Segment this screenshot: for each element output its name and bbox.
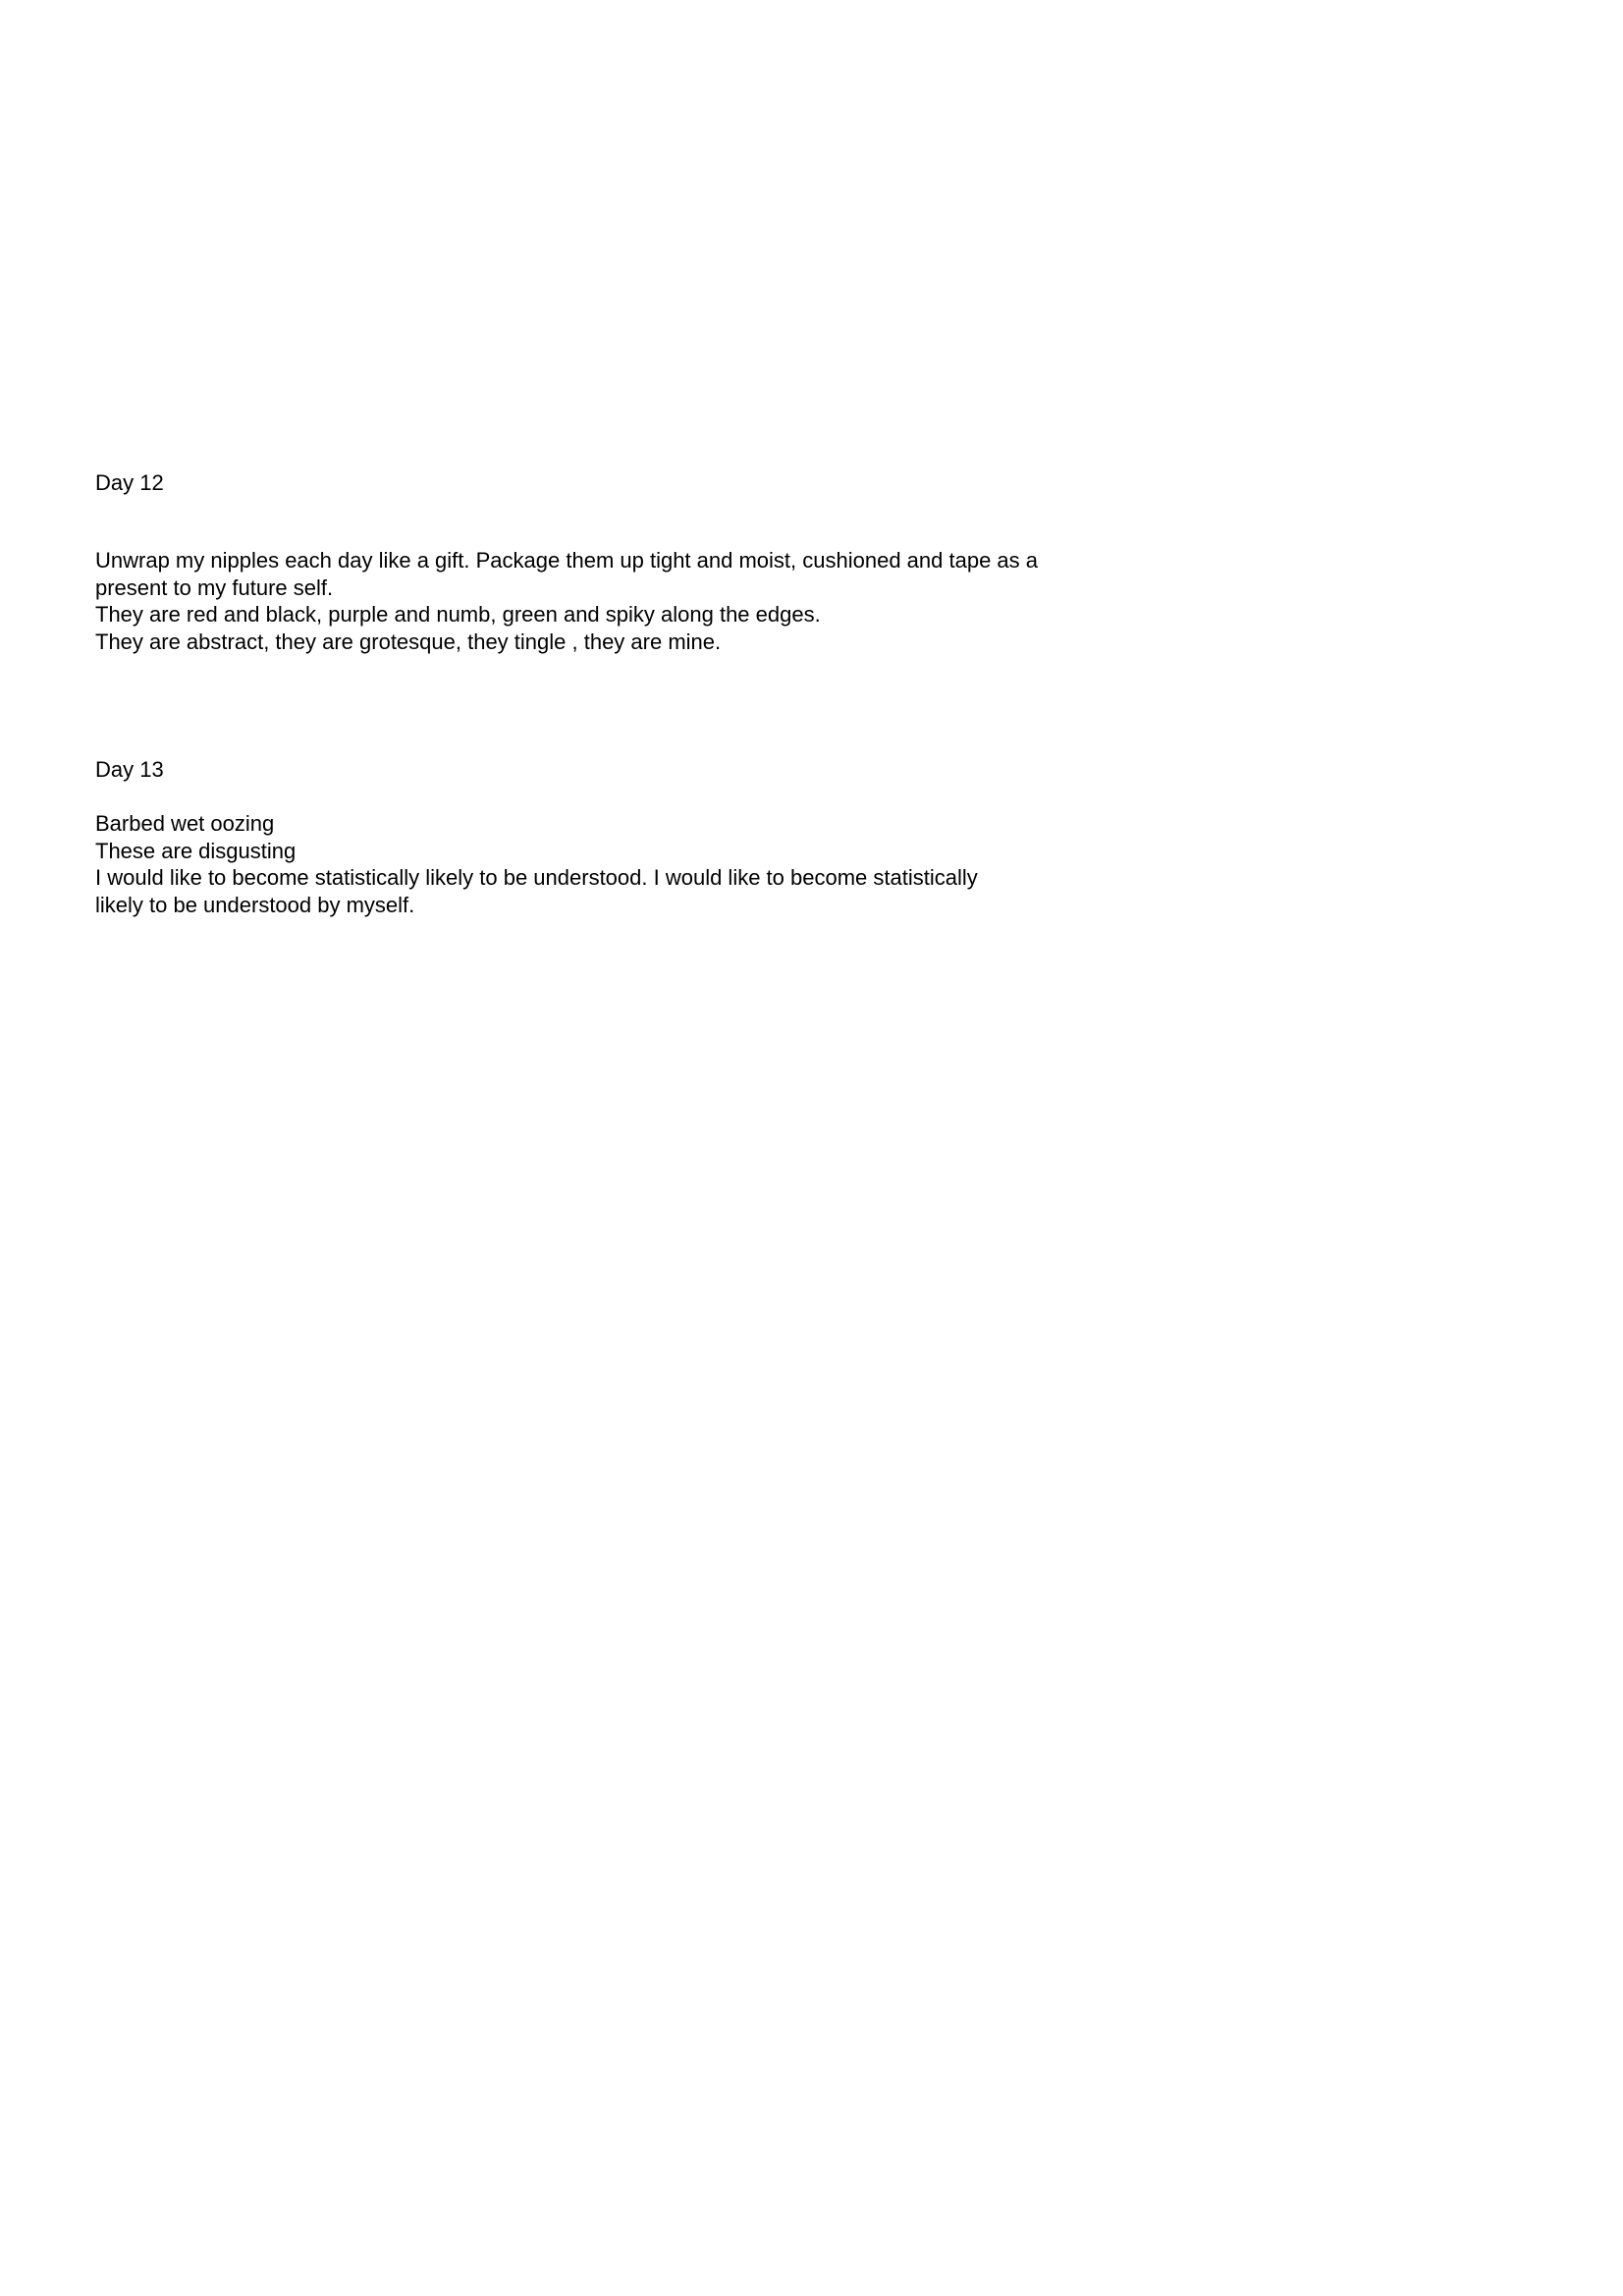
text-line: These are disgusting — [95, 838, 297, 863]
day-13-heading: Day 13 — [95, 757, 164, 782]
text-line: I would like to become statistically likely to be understood. I would like to become statistically — [95, 865, 978, 890]
text-line: They are abstract, they are grotesque, they tingle , they are mine. — [95, 629, 722, 654]
text-line: Barbed wet oozing — [95, 811, 275, 836]
text-line: They are red and black, purple and numb, green and spiky along the edges. — [95, 602, 821, 627]
day-12-paragraph — [95, 547, 1038, 655]
day-12-heading: Day 12 — [95, 470, 164, 495]
text-line: present to my future self. — [95, 574, 334, 600]
day-13-paragraph — [95, 810, 978, 918]
text-line: Unwrap my nipples each day like a gift. Package them up tight and moist, cushioned and tape as a — [95, 548, 1039, 573]
text-line: likely to be understood by myself. — [95, 892, 415, 917]
